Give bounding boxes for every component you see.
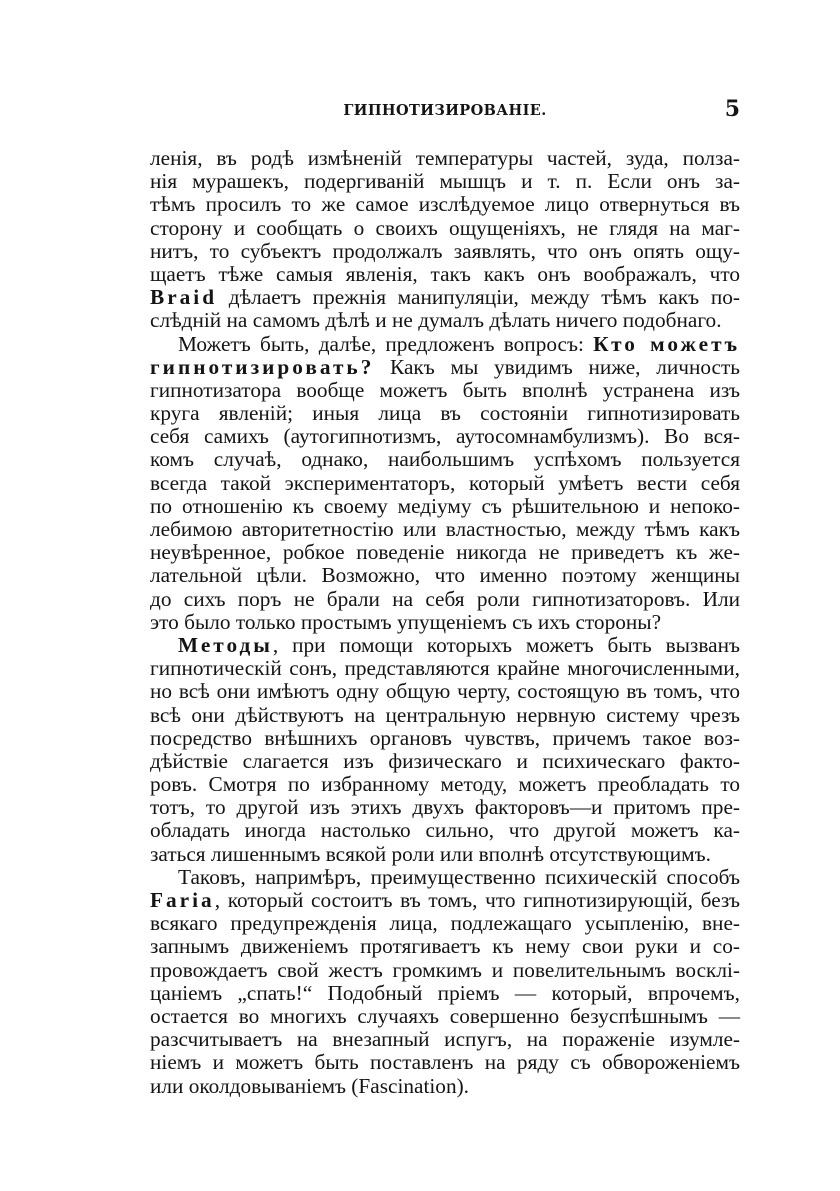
text-line	[150, 1005, 740, 1028]
text-line	[150, 518, 740, 541]
text-segment: , который состоитъ въ томъ, что гипнотизирующій, безъ	[214, 888, 740, 912]
spaced-emphasis-text: Faria	[150, 888, 215, 912]
text-line	[150, 309, 740, 332]
text-line	[150, 1051, 740, 1074]
text-segment: это было только простымъ упущеніемъ съ ихъ стороны?	[150, 609, 662, 634]
text-line	[150, 727, 740, 750]
text-line	[150, 866, 740, 889]
text-segment: остается во многихъ случаяхъ совершенно безуспѣшнымъ —	[150, 1003, 740, 1028]
text-line	[150, 356, 740, 379]
page-header	[150, 96, 740, 126]
spaced-emphasis-text: Braid	[150, 285, 218, 310]
text-segment: нитъ, то субъектъ продолжалъ заявлять, что онъ опять ощу-	[150, 238, 740, 263]
text-segment: цаніемъ „спать!“ Подобный пріемъ — который, впрочемъ,	[150, 980, 740, 1005]
text-line	[150, 564, 740, 587]
text-line	[150, 472, 740, 495]
text-line	[150, 634, 740, 657]
text-line	[150, 240, 740, 263]
text-segment: тотъ, то другой изъ этихъ двухъ факторовъ—и притомъ пре-	[150, 795, 740, 820]
text-segment: запнымъ движеніемъ протягиваетъ къ нему свои руки и со-	[150, 934, 740, 959]
text-line	[150, 680, 740, 703]
body-text	[150, 147, 740, 1098]
text-line	[150, 1028, 740, 1051]
text-segment: круга явленій; иныя лица въ состояніи гипнотизировать	[150, 401, 740, 426]
text-line	[150, 495, 740, 518]
page-number: 5	[724, 96, 740, 122]
text-segment: ніемъ и можетъ быть поставленъ на ряду съ обвороженіемъ	[150, 1050, 740, 1075]
text-segment: посредство внѣшнихъ органовъ чувствъ, причемъ такое воз-	[150, 725, 740, 750]
text-segment: , при помощи которыхъ можетъ быть вызванъ	[272, 632, 740, 657]
text-line	[150, 982, 740, 1005]
text-segment: гипнотическій сонъ, представляются крайне многочисленными,	[150, 656, 740, 681]
text-line	[150, 657, 740, 680]
text-line	[150, 541, 740, 564]
spaced-emphasis-text: гипнотизировать?	[150, 354, 375, 379]
text-line	[150, 796, 740, 819]
text-line	[150, 843, 740, 866]
text-line	[150, 263, 740, 286]
text-line	[150, 286, 740, 309]
text-segment: но всѣ они имѣютъ одну общую черту, состоящую въ томъ, что	[150, 679, 740, 704]
text-line	[150, 147, 740, 170]
text-segment: Таковъ, напримѣръ, преимущественно психическій способъ	[178, 864, 740, 889]
text-line	[150, 935, 740, 958]
text-segment: комъ случаѣ, однако, наибольшимъ успѣхомъ пользуется	[150, 447, 740, 472]
text-segment: дѣлаетъ прежнія манипуляціи, между тѣмъ какъ по-	[217, 285, 740, 310]
text-segment: разсчитываетъ на внезапный испугъ, на пораженіе изумле-	[150, 1027, 740, 1052]
text-segment: Какъ мы увидимъ ниже, личность	[374, 354, 740, 379]
text-segment: слѣдній на самомъ дѣлѣ и не думалъ дѣлать ничего подобнаго.	[150, 308, 722, 333]
text-segment: до сихъ поръ не брали на себя роли гипнотизаторовъ. Или	[150, 586, 740, 611]
text-segment: лательной цѣли. Возможно, что именно поэтому женщины	[150, 563, 740, 588]
text-line	[150, 402, 740, 425]
text-segment: всѣ они дѣйствуютъ на центральную нервную систему чрезъ	[150, 702, 740, 727]
text-segment: по отношенію къ своему медіуму съ рѣшительною и непоко-	[150, 493, 740, 518]
text-segment: провождаетъ свой жестъ громкимъ и повелительнымъ восклі-	[150, 957, 740, 982]
text-segment: Можетъ быть, далѣе, предложенъ вопросъ:	[178, 331, 594, 356]
text-line	[150, 819, 740, 842]
text-segment: или околдовываніемъ (Fascination).	[150, 1073, 470, 1098]
text-line	[150, 750, 740, 773]
text-line	[150, 333, 740, 356]
text-segment: себя самихъ (аутогипнотизмъ, аутосомнамбулизмъ). Во вся-	[150, 424, 740, 449]
text-line	[150, 170, 740, 193]
text-segment: щаетъ тѣже самыя явленія, такъ какъ онъ воображалъ, что	[150, 261, 740, 286]
text-segment: гипнотизатора вообще можетъ быть вполнѣ устранена изъ	[150, 377, 740, 402]
text-segment: неувѣренное, робкое поведеніе никогда не приведетъ къ же-	[150, 540, 740, 565]
text-segment: всякаго предупрежденія лица, подлежащаго усыпленію, вне-	[150, 911, 740, 936]
text-line	[150, 611, 740, 634]
text-segment: тѣмъ просилъ то же самое изслѣдуемое лицо отвернуться въ	[150, 192, 740, 217]
text-segment: нія мурашекъ, подергиваній мышцъ и т. п. Если онъ за-	[150, 169, 740, 194]
text-line	[150, 217, 740, 240]
text-line	[150, 959, 740, 982]
text-segment: ленія, въ родѣ измѣненій температуры частей, зуда, полза-	[150, 146, 740, 170]
text-line	[150, 448, 740, 471]
text-line	[150, 912, 740, 935]
text-segment: сторону и сообщать о своихъ ощущеніяхъ, не глядя на маг-	[150, 215, 740, 240]
spaced-emphasis-text: Методы	[178, 632, 273, 657]
text-segment: всегда такой экспериментаторъ, который умѣетъ вести себя	[150, 470, 740, 495]
text-segment: лебимою авторитетностію или властностью, между тѣмъ какъ	[150, 517, 740, 541]
text-segment: заться лишеннымъ всякой роли или вполнѣ отсутствующимъ.	[150, 841, 711, 866]
text-line	[150, 889, 740, 912]
text-line	[150, 193, 740, 216]
text-line	[150, 379, 740, 402]
text-line	[150, 1075, 740, 1098]
running-title: ГИПНОТИЗИРОВАНІЕ.	[343, 102, 547, 119]
text-segment: обладать иногда настолько сильно, что другой можетъ ка-	[150, 818, 740, 843]
text-line	[150, 425, 740, 448]
text-line	[150, 588, 740, 611]
spaced-emphasis-text: Кто можетъ	[593, 331, 740, 356]
text-segment: ровъ. Смотря по избранному методу, можетъ преобладать то	[150, 772, 740, 797]
text-line	[150, 704, 740, 727]
text-segment: дѣйствіе слагается изъ физическаго и психическаго факто-	[150, 748, 740, 773]
text-line	[150, 773, 740, 796]
